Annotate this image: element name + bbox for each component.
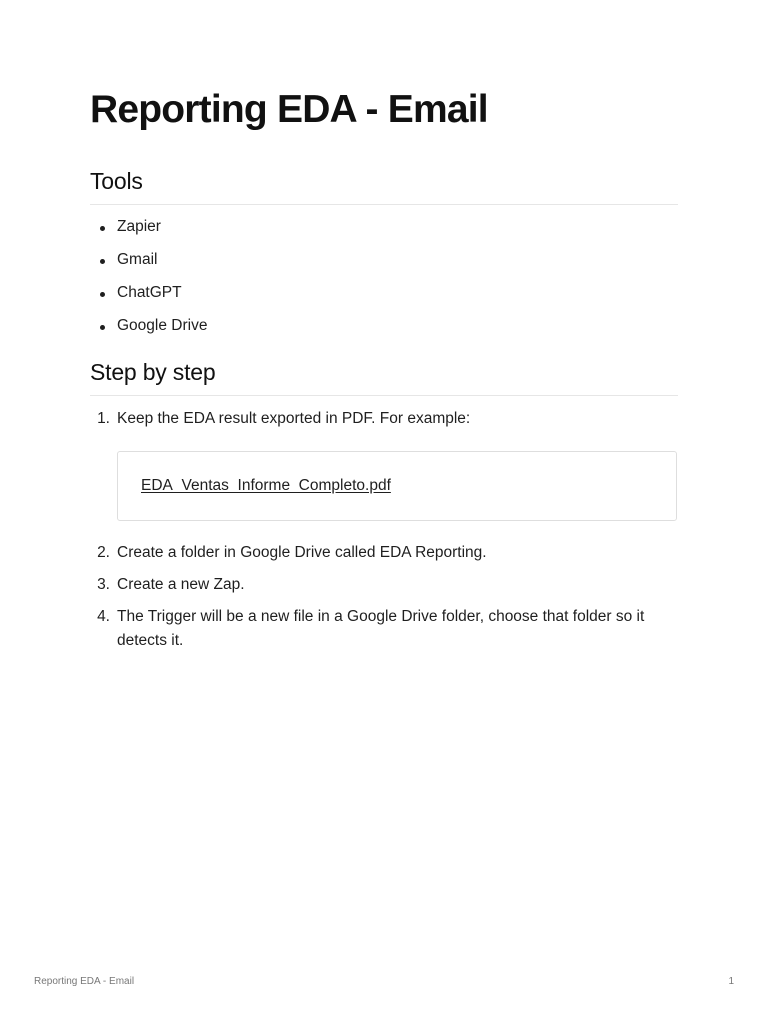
tools-list xyxy=(90,216,678,348)
list-item xyxy=(90,573,678,597)
tool-label: Google Drive xyxy=(117,317,208,334)
step-text: Keep the EDA result exported in PDF. For example: xyxy=(117,410,471,427)
step-text: The Trigger will be a new file in a Google Drive folder, choose that folder so it detects it. xyxy=(117,608,645,649)
steps-heading: Step by step xyxy=(90,359,678,396)
page-number: 1 xyxy=(728,976,734,987)
step-number: 2. xyxy=(97,544,110,561)
file-link[interactable]: EDA_Ventas_Informe_Completo.pdf xyxy=(141,477,391,494)
list-item xyxy=(90,315,678,348)
list-item xyxy=(90,605,678,653)
list-item xyxy=(90,541,678,565)
tool-label: Gmail xyxy=(117,251,158,268)
tool-label: Zapier xyxy=(117,218,161,235)
footer-title: Reporting EDA - Email xyxy=(34,976,135,987)
step-number: 1. xyxy=(97,410,110,427)
list-item xyxy=(90,282,678,315)
bullet-icon xyxy=(100,259,105,264)
list-item xyxy=(90,407,678,521)
step-text: Create a new Zap. xyxy=(117,576,245,593)
step-number: 4. xyxy=(97,608,110,625)
list-item xyxy=(90,216,678,249)
file-attachment[interactable] xyxy=(117,451,677,521)
step-text: Create a folder in Google Drive called EDA Reporting. xyxy=(117,544,487,561)
bullet-icon xyxy=(100,325,105,330)
bullet-icon xyxy=(100,226,105,231)
tool-label: ChatGPT xyxy=(117,284,182,301)
page-title: Reporting EDA - Email xyxy=(90,88,488,131)
steps-list xyxy=(90,407,678,661)
step-number: 3. xyxy=(97,576,110,593)
list-item xyxy=(90,249,678,282)
bullet-icon xyxy=(100,292,105,297)
tools-heading: Tools xyxy=(90,168,678,205)
